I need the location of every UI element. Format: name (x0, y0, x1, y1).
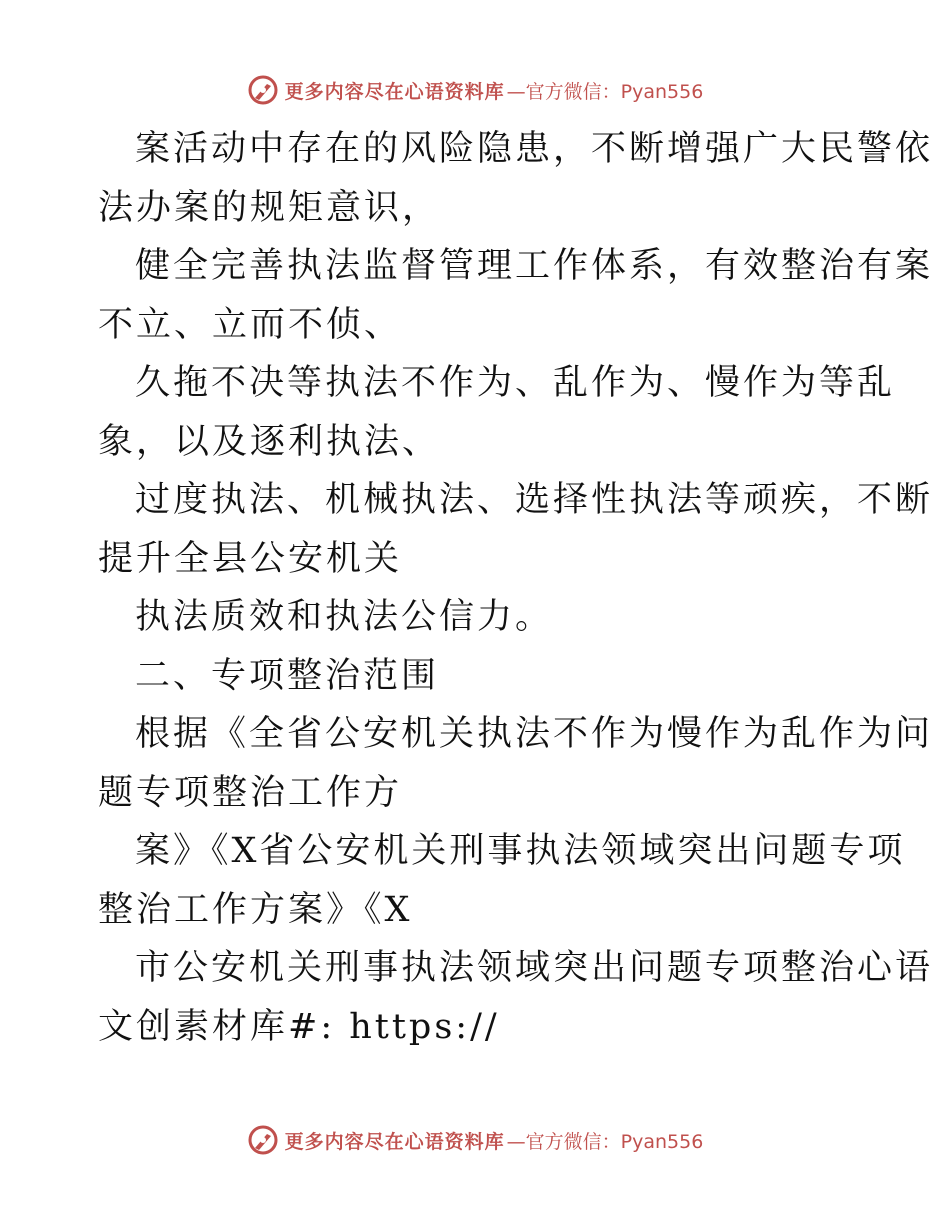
footer-banner (0, 1120, 950, 1160)
text-line: 文创素材库#: https:// (98, 1006, 500, 1047)
text-line: 案活动中存在的风险隐患，不断增强广大民警依 (135, 129, 934, 169)
text-line: 案》《X省公安机关刑事执法领域突出问题专项 (135, 831, 906, 871)
section-heading: 二、专项整治范围 (135, 655, 440, 696)
text-line: 象，以及逐利执法、 (98, 421, 441, 462)
text-line: 过度执法、机械执法、选择性执法等顽疾，不断 (135, 480, 934, 520)
header-banner (0, 70, 950, 110)
text-line: 整治工作方案》《X (98, 889, 413, 930)
text-line: 题专项整治工作方 (98, 772, 403, 813)
banner-main-text: 更多内容尽在心语资料库 (284, 80, 505, 103)
text-line: 不立、立而不侦、 (98, 304, 403, 345)
text-line: 法办案的规矩意识， (98, 187, 441, 228)
text-line: 执法质效和执法公信力。 (135, 597, 554, 637)
text-line: 健全完善执法监督管理工作体系，有效整治有案 (135, 246, 934, 286)
text-line: 久拖不决等执法不作为、乱作为、慢作为等乱 (135, 363, 896, 403)
text-line: 市公安机关刑事执法领域突出问题专项整治心语 (135, 948, 934, 988)
text-line: 提升全县公安机关 (98, 538, 403, 579)
document-body (98, 120, 934, 1056)
banner-main-text: 更多内容尽在心语资料库 (284, 1130, 505, 1153)
banner-sub-text: —官方微信：Pyan556 (506, 80, 704, 103)
pen-circle-logo-icon (247, 74, 279, 106)
banner-sub-text: —官方微信：Pyan556 (506, 1130, 704, 1153)
pen-circle-logo-icon (247, 1124, 279, 1156)
text-line: 根据《全省公安机关执法不作为慢作为乱作为问 (135, 714, 934, 754)
